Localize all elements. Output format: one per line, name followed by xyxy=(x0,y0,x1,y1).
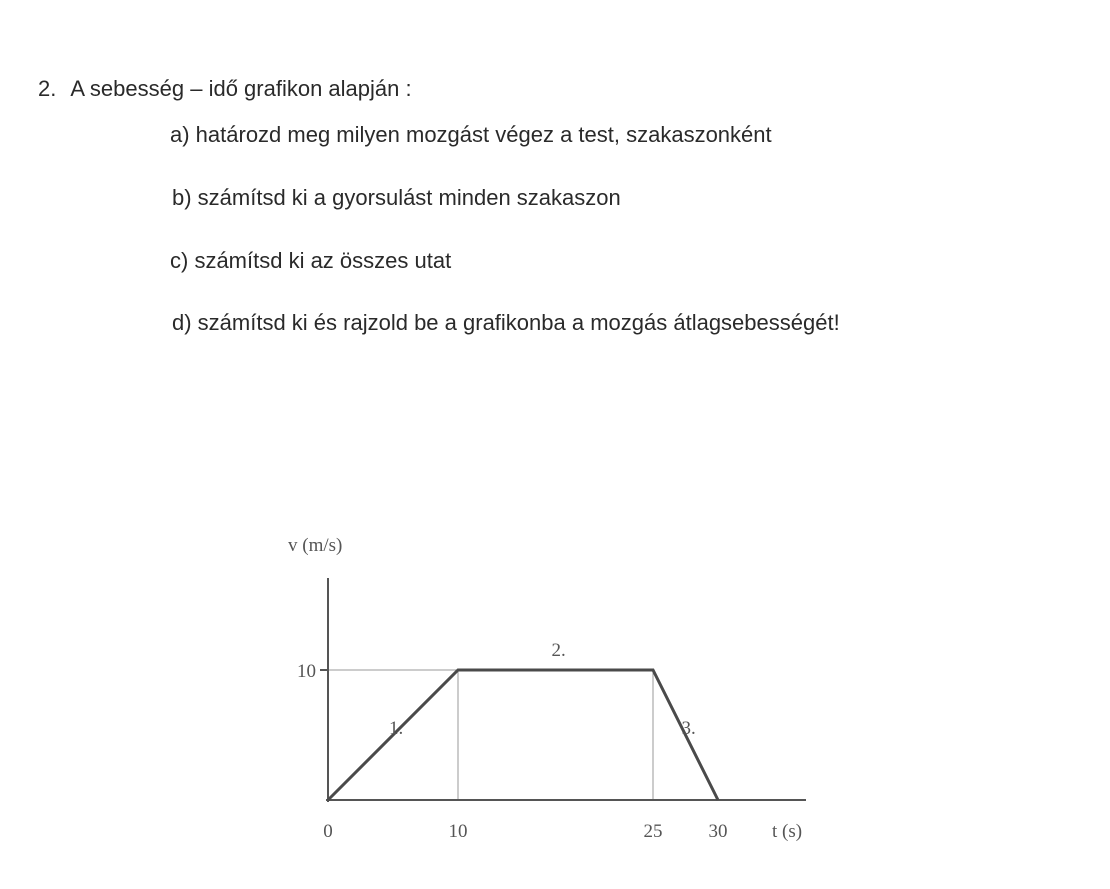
task-d: d) számítsd ki és rajzold be a grafikonba a mozgás átlagsebességét! xyxy=(172,310,840,335)
x-tick-label: 30 xyxy=(708,821,728,842)
task-c: c) számítsd ki az összes utat xyxy=(170,248,452,273)
segment-label: 2. xyxy=(551,640,566,661)
problem-title: A sebesség – idő grafikon alapján : xyxy=(70,76,412,101)
y-tick-label: 10 xyxy=(297,661,316,682)
x-tick-label: 10 xyxy=(448,821,468,842)
task-a: a) határozd meg milyen mozgást végez a test, szakaszonként xyxy=(170,122,772,147)
segment-label: 3. xyxy=(681,718,696,739)
y-axis-label: v (m/s) xyxy=(288,535,343,556)
segment-label: 1. xyxy=(389,718,404,739)
x-tick-label: 25 xyxy=(643,821,663,842)
x-tick-label: 0 xyxy=(323,821,333,842)
task-b: b) számítsd ki a gyorsulást minden szakaszon xyxy=(172,185,621,210)
problem-number: 2. xyxy=(38,76,57,101)
x-axis-label: t (s) xyxy=(772,821,803,842)
velocity-series-line xyxy=(328,670,718,800)
